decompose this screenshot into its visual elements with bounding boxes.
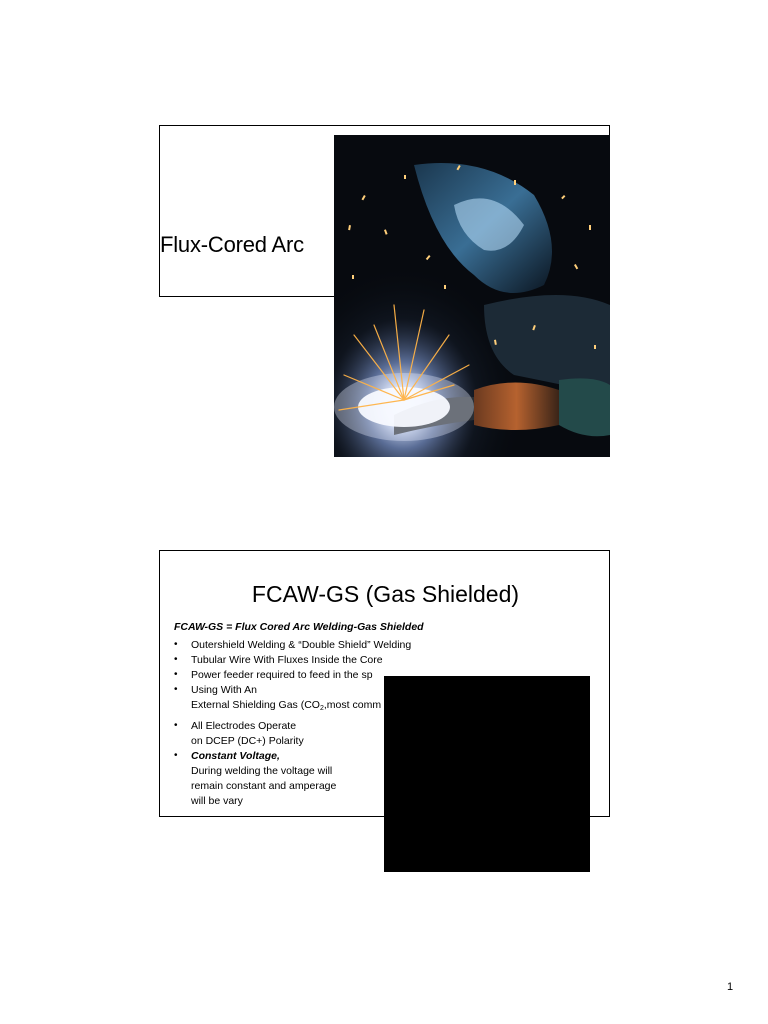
bullet-glyph: • (174, 639, 178, 650)
redacted-image-block (384, 676, 590, 872)
page-number: 1 (727, 981, 734, 993)
bullet-text-continued: During welding the voltage will (191, 765, 333, 777)
bullet-text-part: ,most comm (323, 699, 382, 711)
bullet-glyph: • (174, 654, 178, 665)
bullet-glyph: • (174, 684, 178, 695)
welding-photo (334, 135, 610, 457)
bullet-item (174, 653, 411, 668)
slide-1-title: Flux-Cored Arc (160, 232, 304, 257)
bullet-glyph: • (174, 669, 178, 680)
bullet-text: Constant Voltage, (191, 750, 280, 762)
bullet-item (174, 668, 411, 683)
bullet-text-continued: remain constant and amperage (191, 780, 337, 792)
bullet-text: Power feeder required to feed in the sp (191, 669, 373, 681)
bullet-text: Tubular Wire With Fluxes Inside the Core (191, 654, 383, 666)
bullet-glyph: • (174, 750, 178, 761)
bullet-glyph: • (174, 720, 178, 731)
slide-2-title: FCAW-GS (Gas Shielded) (251, 581, 520, 607)
slide-2-subheading: FCAW-GS = Flux Cored Arc Welding-Gas Shielded (174, 621, 424, 633)
bullet-text: Outershield Welding & “Double Shield” Welding (191, 639, 412, 651)
bullet-list (174, 638, 411, 809)
bullet-text-continued: on DCEP (DC+) Polarity (191, 735, 304, 747)
bullet-item (174, 683, 411, 716)
bullet-item (174, 719, 411, 749)
bullet-text-continued: will be vary (191, 795, 243, 807)
bullet-text-continued (191, 698, 411, 716)
welding-photo-graphic (334, 135, 610, 457)
bullet-text: All Electrodes Operate (191, 720, 297, 732)
bullet-item (174, 638, 411, 653)
bullet-text-part: External Shielding Gas (CO (191, 699, 320, 711)
bullet-item (174, 749, 411, 809)
bullet-text: Using With An (191, 684, 257, 696)
subscript: 2 (319, 705, 324, 712)
